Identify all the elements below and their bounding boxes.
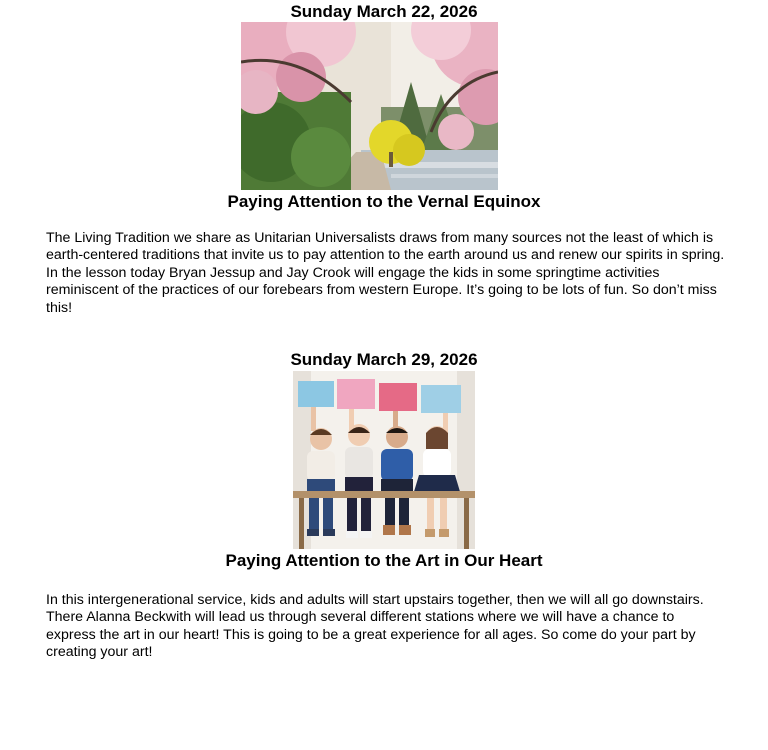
magnolia-lake-photo [241,22,498,190]
event-date: Sunday March 29, 2026 [290,350,478,369]
event-title: Paying Attention to the Art in Our Heart [225,551,543,570]
event-title: Paying Attention to the Vernal Equinox [227,192,541,211]
children-artwork-photo [293,371,475,549]
event-date: Sunday March 22, 2026 [290,2,478,21]
event-description: In this intergenerational service, kids and adults will start upstairs together, then we will all go downstairs. There Alanna Beckwith will lead us through several different stations where we will have a chance to express the art in our heart! This is going to be a great experience for all ages. So come do your part by creating your art! [46,592,704,661]
event-description: The Living Tradition we share as Unitarian Universalists draws from many sources not the least of which is earth-centered traditions that invite us to pay attention to the earth around us and renew our spirits in spring. In the lesson today Bryan Jessup and Jay Crook will engage the kids in some springtime activities reminiscent of the practices of our forebears from western Europe. It’s going to be lots of fun. So don’t miss this! [46,230,725,316]
